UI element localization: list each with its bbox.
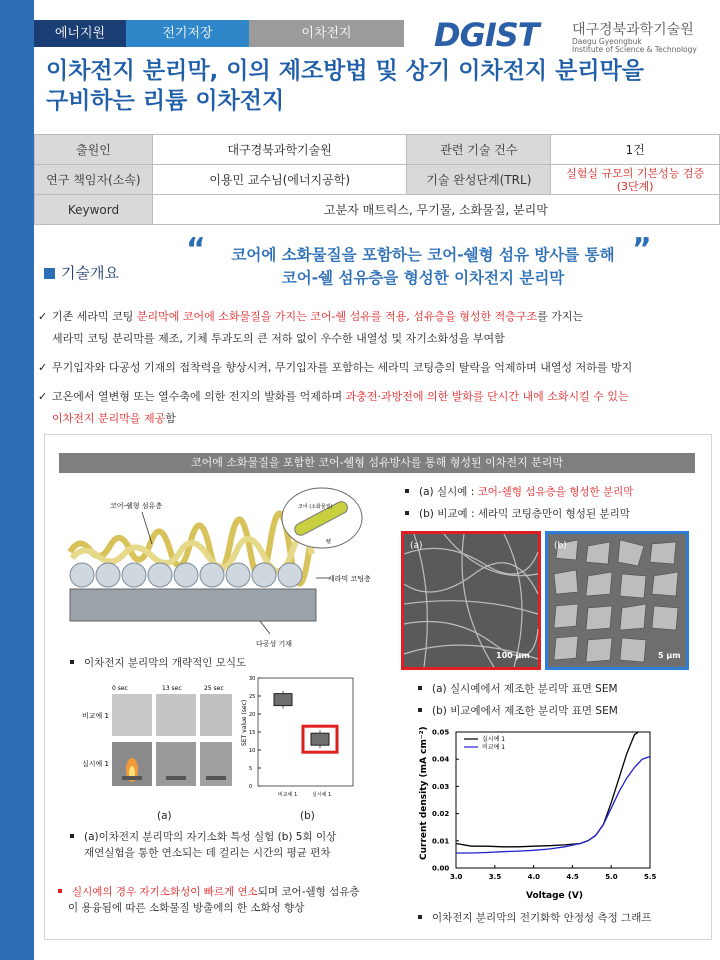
- overview-bullet-3: ✓ 고온에서 열변형 또는 열수축에 의한 전지의 발화를 억제하며 과충전·과방전에 의한 발화를 단시간 내에 소화시킬 수 있는 이차전지 분리막을 제공함: [52, 386, 672, 430]
- lsv-y-tick-label-4: 0.04: [432, 755, 450, 764]
- example-a-caption: (a) 실시예 : 코어-쉘형 섬유층을 형성한 분리막: [405, 484, 633, 500]
- applicant-label: 출원인: [35, 135, 153, 165]
- sem-b-caption: (b) 비교예에서 제조한 분리막 표면 SEM: [418, 703, 618, 719]
- lsv-chart: [410, 722, 662, 904]
- lsv-x-axis-label: Voltage (V): [526, 891, 583, 901]
- schematic-shell-label: 쉘: [326, 539, 331, 545]
- check-icon: ✓: [38, 361, 48, 374]
- lsv-x-tick-label-0: 3.0: [450, 873, 463, 881]
- set-box-1: [311, 730, 329, 748]
- photo-time-13: 13 sec: [162, 685, 182, 692]
- set-value-chart: [238, 676, 358, 806]
- photo-row-comparative: 비교예 1: [82, 712, 109, 720]
- set-y-tick-label-2: 10: [249, 748, 256, 754]
- schematic-caption: 이차전지 분리막의 개략적인 모식도: [70, 655, 246, 671]
- keyword-value: 고분자 매트릭스, 무기물, 소화물질, 분리막: [152, 195, 719, 225]
- set-y-tick-label-1: 5: [249, 766, 253, 772]
- trl-value: 실험실 규모의 기본성능 검증 (3단계): [551, 165, 720, 195]
- schematic-core-label: 코어 (소화물질): [298, 504, 333, 510]
- legend-example: 실시예 1: [482, 736, 506, 743]
- tab-energy-source[interactable]: 에너지원: [34, 20, 126, 47]
- lsv-caption: 이차전지 분리막의 전기화학 안정성 측정 그래프: [418, 910, 652, 926]
- check-icon: ✓: [38, 390, 48, 403]
- set-x-label-comparative: 비교예 1: [278, 792, 298, 798]
- applicant-value: 대구경북과학기술원: [152, 135, 407, 165]
- overview-bullet-1: ✓ 기존 세라믹 코팅 분리막에 코어에 소화물질을 가지는 코어-쉘 섬유를 적용, 섬유층을 형성한 적층구조를 가지는 세라믹 코팅 분리막를 제조, 기체 투과도의 큰 저하 없이 우수한 내열성 및 자기소화성을 부여함: [52, 306, 672, 350]
- set-plot-frame: [258, 678, 353, 786]
- overview-heading: 기술개요: [44, 262, 119, 283]
- related-count-value: 1건: [551, 135, 720, 165]
- keyword-label: Keyword: [35, 195, 153, 225]
- lsv-x-tick-label-5: 5.5: [644, 873, 657, 881]
- photo-panel-label-a: (a): [157, 810, 172, 822]
- tab-secondary-battery[interactable]: 이차전지: [249, 20, 404, 47]
- set-y-tick-label-0: 0: [249, 784, 253, 790]
- chart-panel-label-b: (b): [300, 810, 315, 822]
- researcher-value: 이용민 교수님(에너지공학): [152, 165, 407, 195]
- lsv-y-tick-label-5: 0.05: [432, 728, 450, 737]
- sem-b-label: (b): [554, 541, 567, 551]
- logo-wordmark: DGIST: [434, 16, 539, 54]
- set-y-tick-label-6: 30: [249, 676, 256, 682]
- sem-image-b: [545, 531, 689, 670]
- lsv-x-tick-label-1: 3.5: [488, 873, 502, 881]
- lsv-y-tick-label-0: 0.00: [432, 864, 450, 873]
- set-y-tick-label-3: 15: [249, 730, 256, 736]
- dgist-logo: [434, 18, 704, 52]
- set-y-tick-label-4: 20: [249, 712, 256, 718]
- category-tabs: [34, 20, 404, 47]
- schematic-ceramic-label: 세라믹 코팅층: [328, 575, 371, 583]
- figure-title-bar: 코어에 소화물질을 포함한 코어-쉘형 섬유방사를 통해 형성된 이차전지 분리막: [59, 453, 695, 473]
- lsv-y-tick-label-1: 0.01: [432, 837, 450, 846]
- photo-row-example: 실시예 1: [82, 760, 109, 768]
- open-quote-icon: “: [186, 232, 206, 267]
- check-icon: ✓: [38, 310, 48, 323]
- sem-a-label: (a): [410, 541, 423, 551]
- logo-korean-name: 대구경북과학기술원: [572, 22, 694, 38]
- schematic-base-label: 다공성 기재: [256, 640, 293, 648]
- lsv-y-axis-label: Current density (mA cm⁻²): [419, 726, 429, 860]
- overview-bullet-2: ✓ 무기입자와 다공성 기재의 접착력을 향상시켜, 무기입자를 포함하는 세라믹 코팅층의 탈락을 억제하며 내열성 저하를 방지: [52, 357, 672, 379]
- lsv-plot-frame: [456, 732, 650, 868]
- set-y-tick-label-5: 25: [249, 694, 256, 700]
- related-count-label: 관련 기술 건수: [407, 135, 551, 165]
- fire-test-caption: (a)이차전지 분리막의 자기소화 특성 실험 (b) 5회 이상 재연실험을 통한 연소되는 데 걸리는 시간의 평균 편차: [70, 829, 336, 861]
- schematic-core-shell-label: 코어-쉘형 섬유층: [110, 502, 163, 510]
- logo-english-name: Daegu Gyeongbuk Institute of Science & Technology: [572, 37, 697, 54]
- lsv-y-tick-label-2: 0.02: [432, 810, 450, 819]
- overview-quote: 코어에 소화물질을 포함하는 코어-쉘형 섬유 방사를 통해 코어-쉘 섬유층을 형성한 이차전지 분리막: [231, 246, 615, 287]
- left-accent-bar: [0, 0, 34, 960]
- self-extinguish-highlight-caption: 실시예의 경우 자기소화성이 빠르게 연소되며 코어-쉘형 섬유층 이 용융됨에 따른 소화물질 방출에의 한 소화성 향상: [58, 884, 360, 916]
- page-title: 이차전지 분리막, 이의 제조방법 및 상기 이차전지 분리막을 구비하는 리튬 이차전지: [46, 58, 645, 114]
- set-y-axis-label: SET value (sec): [241, 699, 248, 746]
- lsv-y-tick-label-3: 0.03: [432, 782, 450, 791]
- sem-b-scale: 5 μm: [658, 651, 681, 660]
- section-bullet-icon: [44, 268, 55, 279]
- photo-time-0: 0 sec: [112, 685, 128, 692]
- example-b-caption: (b) 비교예 : 세라믹 코팅층만이 형성된 분리막: [405, 506, 630, 522]
- trl-label: 기술 완성단계(TRL): [407, 165, 551, 195]
- set-x-label-example: 실시예 1: [312, 792, 332, 798]
- sem-a-scale: 100 μm: [496, 651, 530, 660]
- lsv-x-tick-label-2: 4.0: [527, 873, 541, 881]
- tab-energy-storage[interactable]: 전기저장: [126, 20, 249, 47]
- legend-comparative: 비교예 1: [482, 744, 506, 751]
- lsv-x-tick-label-3: 4.5: [566, 873, 579, 881]
- self-extinguish-photos: [82, 682, 232, 792]
- researcher-label: 연구 책임자(소속): [35, 165, 153, 195]
- set-box-0: [274, 691, 292, 709]
- close-quote-icon: ”: [632, 232, 652, 267]
- lsv-x-tick-label-4: 5.0: [605, 873, 618, 881]
- separator-schematic: [60, 488, 371, 653]
- photo-time-25: 25 sec: [204, 685, 224, 692]
- info-table: [34, 134, 720, 225]
- sem-image-a: [401, 531, 541, 670]
- sem-a-caption: (a) 실시예에서 제조한 분리막 표면 SEM: [418, 681, 618, 697]
